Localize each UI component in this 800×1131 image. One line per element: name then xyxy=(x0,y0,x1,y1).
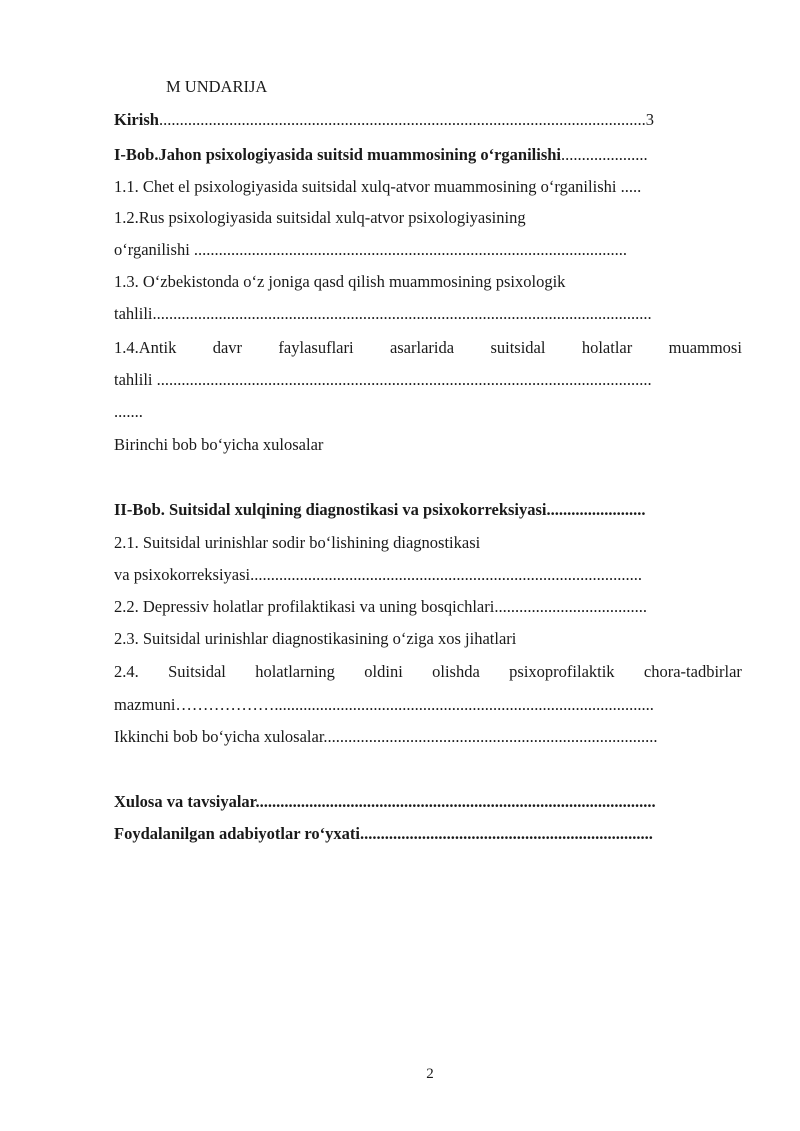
toc-entry-2-1-line2: va psixokorreksiyasi............................................................................................... xyxy=(114,565,642,584)
toc-leader: ...................................................................................................................... xyxy=(158,110,646,129)
toc-entry-1-3-line1: 1.3. O‘zbekistonda o‘z joniga qasd qilish muammosining psixologik xyxy=(114,272,566,291)
toc-heading: M UNDARIJA xyxy=(166,77,268,96)
toc-entry-1-4-line3: ....... xyxy=(114,402,143,421)
toc-entry-2-3: 2.3. Suitsidal urinishlar diagnostikasining o‘ziga xos jihatlari xyxy=(114,629,517,648)
toc-entry-1-4-line2: tahlili ........................................................................................................................ xyxy=(114,370,652,389)
toc-entry-1-3-line2: tahlili......................................................................................................................... xyxy=(114,304,652,323)
toc-entry-kirish xyxy=(114,110,654,130)
toc-word: oldini xyxy=(364,662,403,681)
toc-leader: ..................... xyxy=(561,145,648,164)
toc-entry-1-1: 1.1. Chet el psixologiyasida suitsidal xulq-atvor muammosining o‘rganilishi ..... xyxy=(114,177,642,196)
toc-entry-1-2-line2: o‘rganilishi ......................................................................................................... xyxy=(114,240,628,259)
toc-label: Foydalanilgan adabiyotlar ro‘yxati xyxy=(114,824,361,843)
toc-entry-1-2-line1: 1.2.Rus psixologiyasida suitsidal xulq-atvor psixologiyasining xyxy=(114,208,526,227)
toc-word: Suitsidal xyxy=(168,662,226,681)
toc-word: chora-tadbirlar xyxy=(643,662,742,681)
toc-entry-bob1 xyxy=(114,145,648,165)
toc-entry-2-2: 2.2. Depressiv holatlar profilaktikasi va uning bosqichlari..................................... xyxy=(114,597,647,616)
toc-page: 3 xyxy=(645,110,654,129)
toc-word: asarlarida xyxy=(389,338,455,357)
toc-leader: ....................................................................... xyxy=(360,824,653,843)
toc-entry-xulosa2: Ikkinchi bob bo‘yicha xulosalar................................................................................. xyxy=(114,727,658,746)
toc-word: muammosi xyxy=(668,338,742,357)
toc-word: holatlarning xyxy=(255,662,335,681)
toc-entry-adabiyotlar xyxy=(114,824,653,844)
toc-word: holatlar xyxy=(581,338,633,357)
toc-entry-2-4-line2: mazmuni………………............................................................................................ xyxy=(114,695,654,714)
toc-entry-1-4-line1 xyxy=(114,338,742,358)
toc-label: I-Bob.Jahon psixologiyasida suitsid muammosining o‘rganilishi xyxy=(114,145,561,164)
toc-label: Xulosa va tavsiyalar xyxy=(114,792,256,811)
toc-entry-2-1-line1: 2.1. Suitsidal urinishlar sodir bo‘lishining diagnostikasi xyxy=(114,533,481,552)
toc-entry-xulosa1: Birinchi bob bo‘yicha xulosalar xyxy=(114,435,324,454)
toc-label: Kirish xyxy=(114,110,159,129)
toc-leader: ................................................................................................. xyxy=(255,792,656,811)
toc-word: olishda xyxy=(432,662,480,681)
toc-word: faylasuflari xyxy=(278,338,354,357)
toc-word: davr xyxy=(212,338,243,357)
toc-word: 2.4. xyxy=(114,662,139,681)
toc-word: psixoprofilaktik xyxy=(509,662,615,681)
toc-entry-xulosa-tavsiyalar xyxy=(114,792,656,812)
toc-entry-2-4-line1 xyxy=(114,662,742,682)
toc-word: 1.4.Antik xyxy=(114,338,177,357)
toc-entry-bob2 xyxy=(114,500,646,520)
toc-label: II-Bob. Suitsidal xulqining diagnostikasi va psixokorreksiyasi xyxy=(114,500,547,519)
toc-word: suitsidal xyxy=(490,338,546,357)
toc-leader: ........................ xyxy=(546,500,646,519)
page-number: 2 xyxy=(426,1066,434,1082)
